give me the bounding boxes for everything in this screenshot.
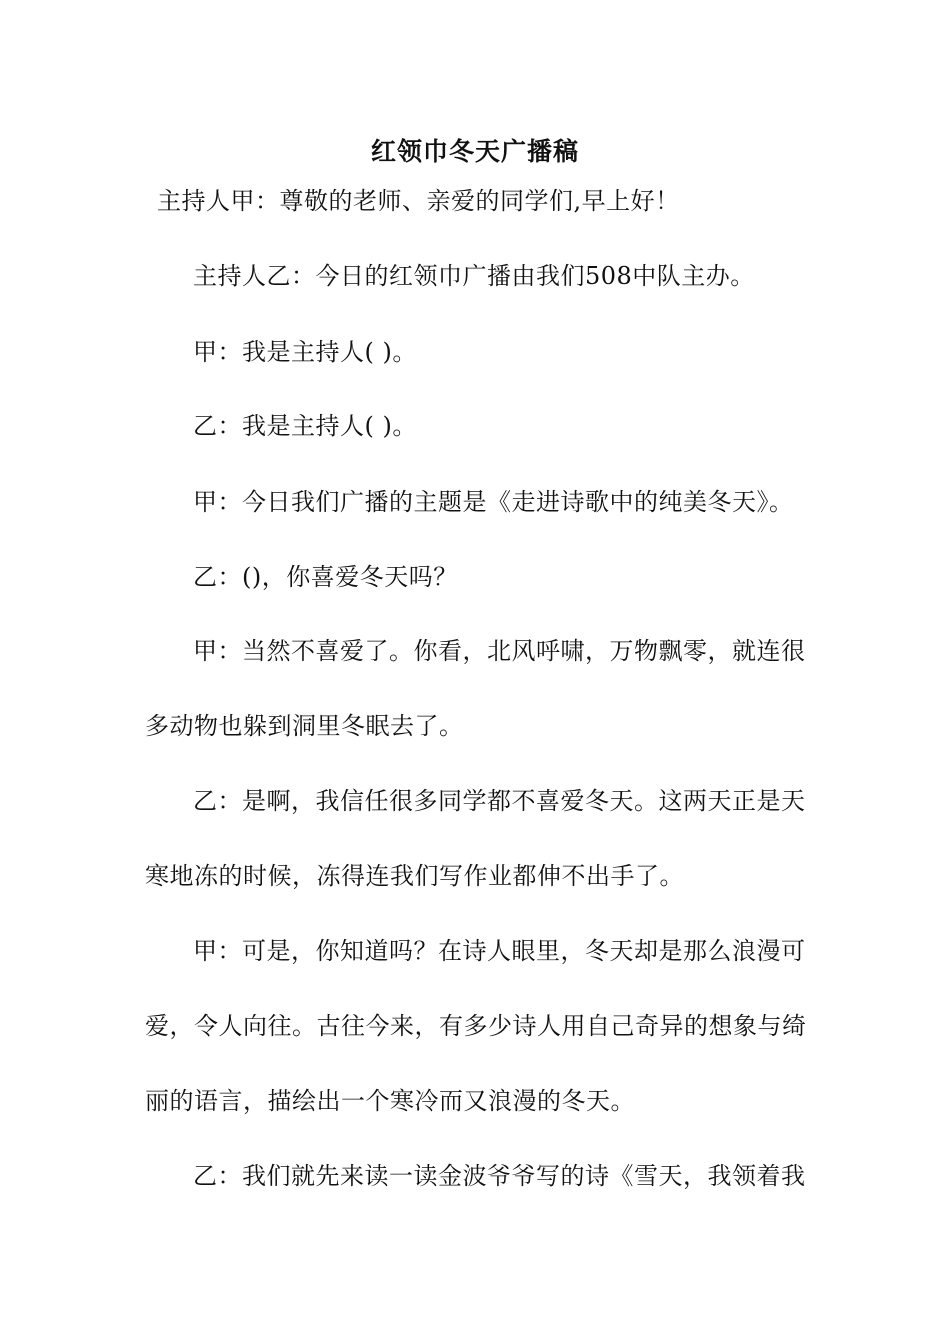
paragraph-line-13: 丽的语言，描绘出一个寒冷而又浪漫的冬天。: [145, 1087, 635, 1115]
paragraph-line-10: 寒地冻的时候，冻得连我们写作业都伸不出手了。: [145, 862, 684, 890]
paragraph-line-4: 乙：我是主持人( )。: [193, 412, 417, 440]
paragraph-line-2: 主持人乙：今日的红领巾广播由我们508中队主办。: [193, 262, 755, 290]
paragraph-line-9: 乙：是啊，我信任很多同学都不喜爱冬天。这两天正是天: [193, 787, 806, 815]
paragraph-line-5: 甲：今日我们广播的主题是《走进诗歌中的纯美冬天》。: [193, 488, 794, 516]
paragraph-line-12: 爱，令人向往。古往今来，有多少诗人用自己奇异的想象与绮: [145, 1012, 807, 1040]
paragraph-line-8: 多动物也躲到洞里冬眠去了。: [145, 712, 464, 740]
paragraph-line-3: 甲：我是主持人( )。: [193, 338, 417, 366]
paragraph-line-1: 主持人甲：尊敬的老师、亲爱的同学们,早上好！: [157, 187, 680, 215]
paragraph-line-14: 乙：我们就先来读一读金波爷爷写的诗《雪天，我领着我: [193, 1162, 806, 1190]
paragraph-line-11: 甲：可是，你知道吗？在诗人眼里，冬天却是那么浪漫可: [193, 937, 806, 965]
paragraph-line-7: 甲：当然不喜爱了。你看，北风呼啸，万物飘零，就连很: [193, 637, 806, 665]
paragraph-line-6: 乙：()，你喜爱冬天吗？: [193, 563, 458, 591]
document-title: 红领巾冬天广播稿: [370, 137, 579, 166]
